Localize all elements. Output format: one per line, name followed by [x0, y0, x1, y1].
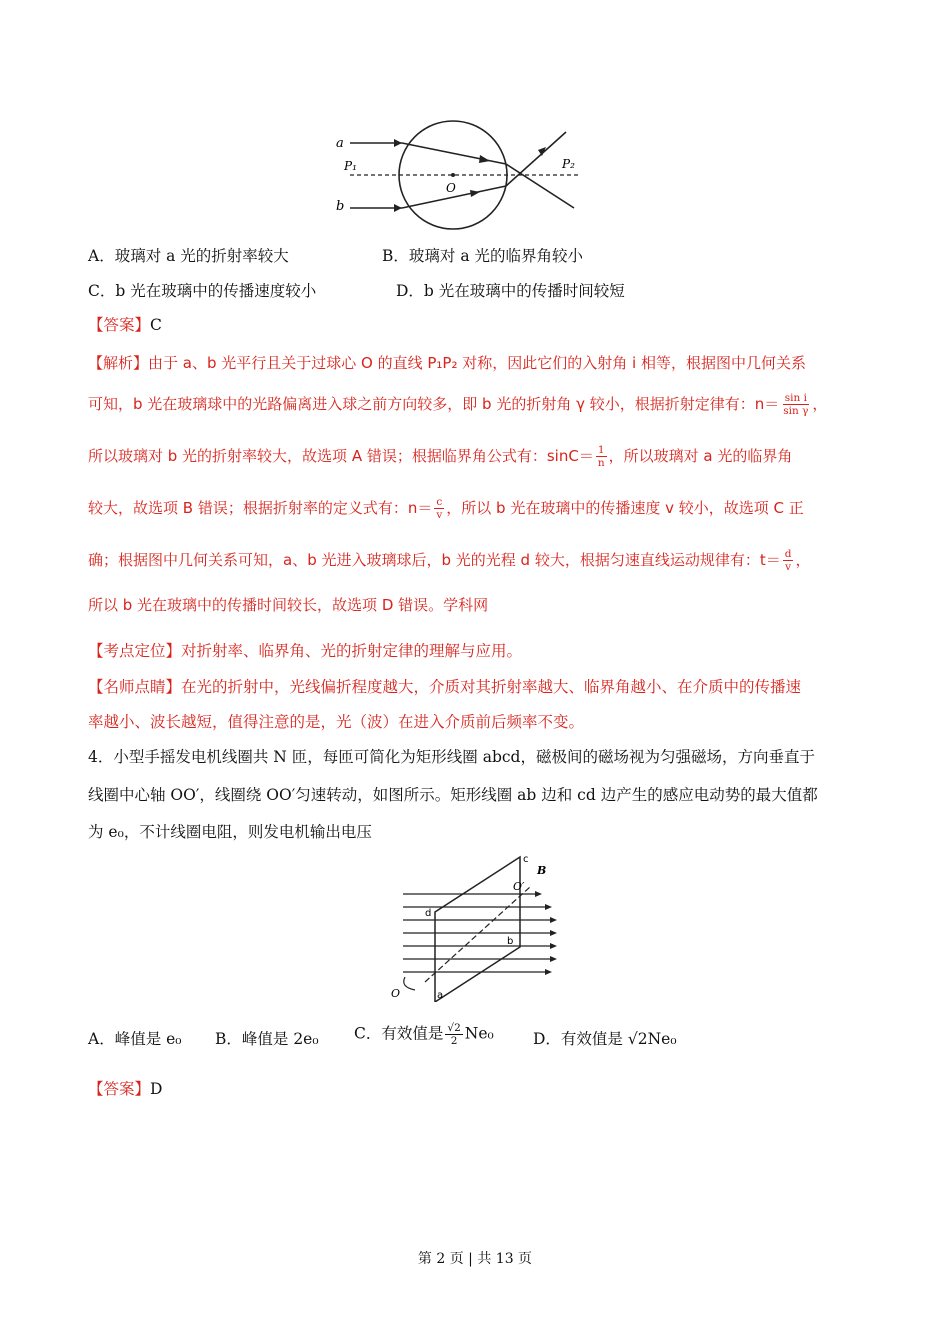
fig-label-b-field: B [537, 864, 547, 877]
critical-angle-fraction: $\frac{1}{n}$ [597, 444, 605, 469]
q3-option-c: C．b 光在玻璃中的传播速度较小 [88, 282, 317, 300]
analysis-line-5: 确；根据图中几何关系可知，a、b 光进入玻璃球后，b 光的光程 d 较大，根据匀速直线运动规律有：t＝ $\frac{d}{v}$ ， [88, 548, 811, 573]
analysis-text-4: 较大，故选项 B 错误；根据折射率的定义式有：n＝ [88, 499, 433, 517]
analysis-text-1: 由于 a、b 光平行且关于过球心 O 的直线 P₁P₂ 对称，因此它们的入射角 i 相等，根据图中几何关系 [148, 354, 806, 372]
fig-label-o: O [391, 987, 401, 1000]
answer-value: C [150, 316, 162, 334]
refractive-index-fraction: $\frac{c}{v}$ [436, 496, 443, 521]
q4-answer-value: D [150, 1080, 163, 1098]
analysis-tag: 【解析】 [88, 354, 149, 372]
analysis-line-2: 可知，b 光在玻璃球中的光路偏离进入球之前方向较多，即 b 光的折射角 γ 较小，根据折射定律有：n＝ $\frac{\text{sin i}}{\text{sin γ}}$ ， [88, 392, 828, 417]
q4-stem-1: 4．小型手摇发电机线圈共 N 匝，每匝可简化为矩形线圈 abcd，磁极间的磁场视为匀强磁场，方向垂直于 [88, 748, 815, 766]
mingshi-line-2: 率越小、波长越短，值得注意的是，光（波）在进入介质前后频率不变。 [88, 713, 585, 731]
fig-label-b: b [507, 936, 514, 947]
analysis-line-1 [88, 352, 806, 374]
fig-label-d: d [425, 908, 432, 919]
q3-option-d: D．b 光在玻璃中的传播时间较短 [396, 282, 625, 300]
glass-sphere-figure [330, 120, 590, 232]
q4-answer [88, 1078, 162, 1100]
fig-label-o-prime: O′ [513, 880, 525, 893]
mingshi-text-1: 在光的折射中，光线偏折程度越大，介质对其折射率越大、临界角越小、在介质中的传播速 [181, 678, 802, 696]
q4-answer-tag: 【答案】 [88, 1080, 151, 1098]
fig-label-c: c [523, 854, 529, 865]
analysis-line-6: 所以 b 光在玻璃中的传播时间较长，故选项 D 错误。学科网 [88, 596, 489, 614]
mingshi-tag: 【名师点睛】 [88, 678, 182, 696]
fig-label-a: a [437, 990, 444, 1001]
q3-option-b: B．玻璃对 a 光的临界角较小 [382, 247, 583, 265]
time-fraction: $\frac{d}{v}$ [784, 548, 792, 573]
q3-option-a: A．玻璃对 a 光的折射率较大 [88, 247, 289, 265]
label-a: a [336, 136, 344, 151]
label-p1: P₁ [344, 159, 357, 173]
label-b: b [336, 199, 345, 214]
snell-fraction: $\frac{\text{sin i}}{\text{sin γ}}$ [783, 392, 809, 417]
q4-option-a: A．峰值是 e₀ [88, 1030, 182, 1048]
rms-fraction: $\frac{√2}{2}$ [447, 1022, 461, 1047]
analysis-line-4: 较大，故选项 B 错误；根据折射率的定义式有：n＝ $\frac{c}{v}$ ，所以 b 光在玻璃中的传播速度 v 较小，故选项 C 正 [88, 496, 804, 521]
q4-option-d: D．有效值是 √2Ne₀ [533, 1030, 677, 1048]
q4-stem-2: 线圈中心轴 OO′，线圈绕 OO′匀速转动，如图所示。矩形线圈 ab 边和 cd 边产生的感应电动势的最大值都 [88, 786, 818, 804]
generator-coil-figure [385, 852, 565, 1002]
analysis-text-5: 确；根据图中几何关系可知，a、b 光进入玻璃球后，b 光的光程 d 较大，根据匀速直线运动规律有：t＝ [88, 551, 781, 569]
kaodian-text: 对折射率、临界角、光的折射定律的理解与应用。 [181, 642, 523, 660]
q4-option-c: C．有效值是 $\frac{√2}{2}$ Ne₀ [354, 1022, 494, 1047]
analysis-text-3: 所以玻璃对 b 光的折射率较大，故选项 A 错误；根据临界角公式有：sinC＝ [88, 447, 594, 465]
mingshi-line-1 [88, 676, 801, 698]
kaodian-tag: 【考点定位】 [88, 642, 182, 660]
label-o: O [446, 181, 456, 195]
q4-stem-3: 为 e₀，不计线圈电阻，则发电机输出电压 [88, 823, 372, 841]
page-footer: 第 2 页 | 共 13 页 [417, 1251, 533, 1267]
label-p2: P₂ [562, 157, 575, 171]
q4-option-b: B．峰值是 2e₀ [215, 1030, 319, 1048]
analysis-text-2: 可知，b 光在玻璃球中的光路偏离进入球之前方向较多，即 b 光的折射角 γ 较小，根据折射定律有：n＝ [88, 395, 780, 413]
analysis-line-3: 所以玻璃对 b 光的折射率较大，故选项 A 错误；根据临界角公式有：sinC＝ $\frac{1}{n}$ ，所以玻璃对 a 光的临界角 [88, 444, 793, 469]
q3-answer [88, 314, 162, 336]
kaodian-line [88, 640, 522, 662]
answer-tag: 【答案】 [88, 316, 151, 334]
